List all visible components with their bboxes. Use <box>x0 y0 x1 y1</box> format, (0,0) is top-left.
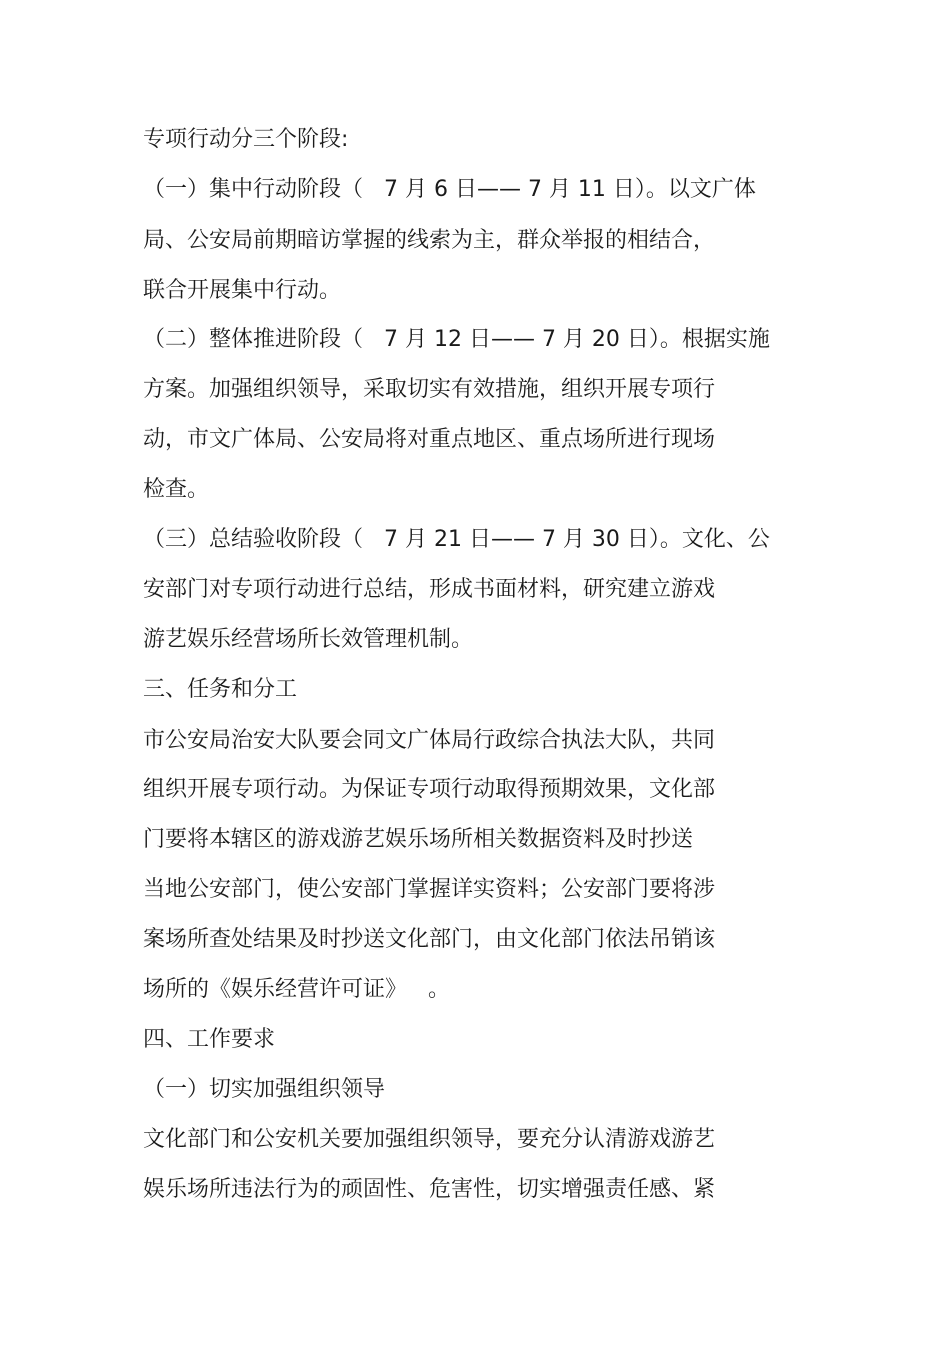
text-line: 方案。加强组织领导，采取切实有效措施，组织开展专项行 <box>143 377 716 402</box>
text-line: 专项行动分三个阶段: <box>143 127 349 152</box>
text-line: 娱乐场所违法行为的顽固性、危害性，切实增强责任感、紧 <box>143 1177 716 1202</box>
section-heading: 三、任务和分工 <box>143 677 298 702</box>
text-line: 组织开展专项行动。为保证专项行动取得预期效果，文化部 <box>143 777 716 802</box>
text-line: 市公安局治安大队要会同文广体局行政综合执法大队，共同 <box>143 728 716 753</box>
text-line: 场所的《娱乐经营许可证》 。 <box>143 977 450 1002</box>
text-line: 文化部门和公安机关要加强组织领导，要充分认清游戏游艺 <box>143 1127 716 1152</box>
text-line: 当地公安部门，使公安部门掌握详实资料；公安部门要将涉 <box>143 877 716 902</box>
subsection-heading: （一）切实加强组织领导 <box>143 1077 386 1102</box>
text-line: 案场所查处结果及时抄送文化部门，由文化部门依法吊销该 <box>143 927 716 952</box>
text-line: 动，市文广体局、公安局将对重点地区、重点场所进行现场 <box>143 427 716 452</box>
text-line: （三）总结验收阶段（ 7 月 21 日—— 7 月 30 日）。文化、公 <box>143 527 770 552</box>
text-line: （一）集中行动阶段（ 7 月 6 日—— 7 月 11 日）。以文广体 <box>143 177 756 202</box>
text-line: 检查。 <box>143 477 210 502</box>
text-line: （二）整体推进阶段（ 7 月 12 日—— 7 月 20 日）。根据实施 <box>143 327 770 352</box>
text-line: 门要将本辖区的游戏游艺娱乐场所相关数据资料及时抄送 <box>143 827 694 852</box>
text-line: 安部门对专项行动进行总结，形成书面材料，研究建立游戏 <box>143 577 716 602</box>
text-line: 联合开展集中行动。 <box>143 278 342 303</box>
text-line: 局、公安局前期暗访掌握的线索为主，群众举报的相结合， <box>143 228 716 253</box>
section-heading: 四、工作要求 <box>143 1027 276 1052</box>
text-line: 游艺娱乐经营场所长效管理机制。 <box>143 627 474 652</box>
